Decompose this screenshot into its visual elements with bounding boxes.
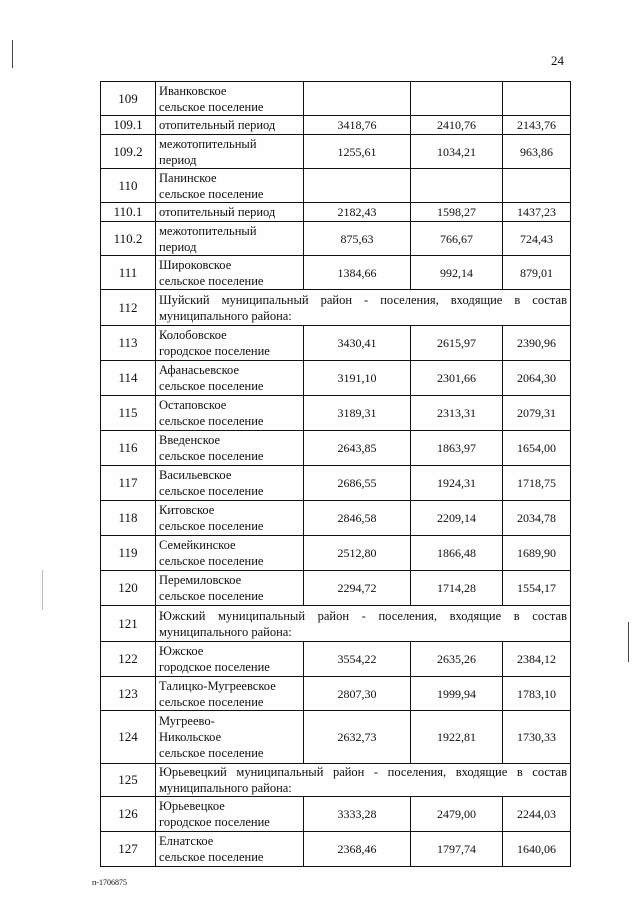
settlement-name-line: сельское поселение xyxy=(159,519,264,533)
value-cell-3: 879,01 xyxy=(503,256,571,290)
settlement-name xyxy=(156,116,304,135)
value-cell-3: 2143,76 xyxy=(503,116,571,135)
settlement-name-line: отопительный период xyxy=(159,118,276,132)
value-cell-1: 2294,72 xyxy=(304,571,411,606)
settlement-name-line: сельское поселение xyxy=(159,379,264,393)
value-cell-3: 2390,96 xyxy=(503,326,571,361)
value-cell-1: 1255,61 xyxy=(304,135,411,169)
value-cell-1: 3554,22 xyxy=(304,642,411,677)
settlement-name-line: Семейкинское xyxy=(159,538,236,552)
table-row xyxy=(101,431,571,466)
value-cell-3: 1640,06 xyxy=(503,832,571,867)
settlement-name-line: сельское поселение xyxy=(159,589,264,603)
settlement-name-line: межотопительный xyxy=(159,136,257,151)
settlement-name-line: сельское поселение xyxy=(159,273,264,288)
settlement-name xyxy=(156,711,304,764)
settlement-name-line: Панинское xyxy=(159,170,217,185)
value-cell-1 xyxy=(304,169,411,203)
row-number: 112 xyxy=(101,290,156,326)
value-cell-2: 1999,94 xyxy=(411,677,503,711)
value-cell-3: 2064,30 xyxy=(503,361,571,396)
value-cell-2: 2209,14 xyxy=(411,501,503,536)
settlement-name-line: Талицко-Мугреевское xyxy=(159,678,276,693)
value-cell-3: 1437,23 xyxy=(503,203,571,222)
settlement-name xyxy=(156,396,304,431)
value-cell-3 xyxy=(503,82,571,116)
settlement-name xyxy=(156,571,304,606)
value-cell-3: 2079,31 xyxy=(503,396,571,431)
settlement-name xyxy=(156,832,304,867)
value-cell-1 xyxy=(304,82,411,116)
settlement-name-line: Китовское xyxy=(159,503,215,517)
settlement-name-line: Южское xyxy=(159,644,204,658)
settlement-name-line: Колобовское xyxy=(159,328,227,342)
settlement-name-line: Юрьевецкое xyxy=(159,799,225,813)
row-number: 115 xyxy=(101,396,156,431)
row-number: 118 xyxy=(101,501,156,536)
settlement-name-line: отопительный период xyxy=(159,205,276,219)
table-row xyxy=(101,642,571,677)
row-number: 117 xyxy=(101,466,156,501)
district-heading: Южский муниципальный район - поселения, входящие в состав муниципального района: xyxy=(156,606,571,642)
value-cell-2: 1924,31 xyxy=(411,466,503,501)
value-cell-1: 2846,58 xyxy=(304,501,411,536)
row-number: 125 xyxy=(101,764,156,797)
value-cell-2: 1598,27 xyxy=(411,203,503,222)
settlement-name-line: городское поселение xyxy=(159,344,270,358)
value-cell-2: 992,14 xyxy=(411,256,503,290)
row-number: 122 xyxy=(101,642,156,677)
row-number: 109 xyxy=(101,82,156,116)
settlement-name xyxy=(156,536,304,571)
scan-mark-mid xyxy=(42,570,43,610)
settlement-name-line: период xyxy=(159,152,197,167)
settlement-name-line: сельское поселение xyxy=(159,414,264,428)
page-number: 24 xyxy=(551,53,564,68)
settlement-name-line: сельское поселение xyxy=(159,746,264,760)
value-cell-3: 724,43 xyxy=(503,222,571,256)
table-row xyxy=(101,222,571,256)
settlement-name-line: Мугреево- xyxy=(159,714,215,728)
row-number: 111 xyxy=(101,256,156,290)
settlement-name xyxy=(156,222,304,256)
row-number: 120 xyxy=(101,571,156,606)
value-cell-2: 2301,66 xyxy=(411,361,503,396)
scan-mark-right xyxy=(628,622,629,662)
value-cell-2: 2615,97 xyxy=(411,326,503,361)
value-cell-3: 2384,12 xyxy=(503,642,571,677)
district-heading: Шуйский муниципальный район - поселения, входящие в состав муниципального района: xyxy=(156,290,571,326)
table-row xyxy=(101,797,571,832)
settlement-name-line: Васильевское xyxy=(159,468,232,482)
table-row xyxy=(101,832,571,867)
settlement-name-line: сельское поселение xyxy=(159,99,264,114)
table-row xyxy=(101,290,571,326)
table-row xyxy=(101,116,571,135)
settlement-name xyxy=(156,642,304,677)
table-row xyxy=(101,711,571,764)
value-cell-2: 1797,74 xyxy=(411,832,503,867)
value-cell-2: 766,67 xyxy=(411,222,503,256)
settlement-name-line: Остаповское xyxy=(159,398,227,412)
table-row xyxy=(101,571,571,606)
settlement-name-line: городское поселение xyxy=(159,660,270,674)
row-number: 121 xyxy=(101,606,156,642)
value-cell-1: 1384,66 xyxy=(304,256,411,290)
value-cell-1: 3418,76 xyxy=(304,116,411,135)
settlement-name xyxy=(156,203,304,222)
value-cell-3: 1654,00 xyxy=(503,431,571,466)
settlement-name xyxy=(156,797,304,832)
value-cell-2: 2635,26 xyxy=(411,642,503,677)
settlement-name xyxy=(156,501,304,536)
value-cell-2: 1034,21 xyxy=(411,135,503,169)
row-number: 116 xyxy=(101,431,156,466)
settlement-name xyxy=(156,326,304,361)
settlement-name-line: Никольское xyxy=(159,730,222,744)
settlement-name-line: Перемиловское xyxy=(159,573,242,587)
value-cell-1: 2686,55 xyxy=(304,466,411,501)
value-cell-3: 2244,03 xyxy=(503,797,571,832)
district-heading: Юрьевецкий муниципальный район - поселения, входящие в состав муниципального района: xyxy=(156,764,571,797)
settlement-name-line: сельское поселение xyxy=(159,449,264,463)
table-row xyxy=(101,256,571,290)
footer-code: п-1706875 xyxy=(92,878,127,887)
row-number: 109.1 xyxy=(101,116,156,135)
scan-mark-left xyxy=(12,40,13,68)
row-number: 123 xyxy=(101,677,156,711)
row-number: 110 xyxy=(101,169,156,203)
table-row xyxy=(101,169,571,203)
row-number: 127 xyxy=(101,832,156,867)
value-cell-3: 1689,90 xyxy=(503,536,571,571)
row-number: 109.2 xyxy=(101,135,156,169)
settlement-name xyxy=(156,135,304,169)
row-number: 110.1 xyxy=(101,203,156,222)
settlement-name xyxy=(156,169,304,203)
settlement-name xyxy=(156,256,304,290)
table-row xyxy=(101,326,571,361)
settlements-table xyxy=(100,81,571,867)
table-row xyxy=(101,501,571,536)
settlement-name-line: период xyxy=(159,239,197,254)
row-number: 114 xyxy=(101,361,156,396)
value-cell-2: 1866,48 xyxy=(411,536,503,571)
value-cell-1: 2643,85 xyxy=(304,431,411,466)
value-cell-1: 2368,46 xyxy=(304,832,411,867)
value-cell-1: 3430,41 xyxy=(304,326,411,361)
value-cell-2: 2410,76 xyxy=(411,116,503,135)
table-row xyxy=(101,135,571,169)
settlement-name-line: сельское поселение xyxy=(159,694,264,709)
value-cell-2: 2313,31 xyxy=(411,396,503,431)
value-cell-1: 3191,10 xyxy=(304,361,411,396)
value-cell-3: 1554,17 xyxy=(503,571,571,606)
row-number: 124 xyxy=(101,711,156,764)
table-row xyxy=(101,606,571,642)
row-number: 119 xyxy=(101,536,156,571)
settlement-name-line: сельское поселение xyxy=(159,554,264,568)
settlement-name-line: межотопительный xyxy=(159,223,257,238)
value-cell-1: 3189,31 xyxy=(304,396,411,431)
row-number: 126 xyxy=(101,797,156,832)
value-cell-3 xyxy=(503,169,571,203)
settlement-name-line: Широковское xyxy=(159,257,232,272)
value-cell-2 xyxy=(411,82,503,116)
value-cell-2: 2479,00 xyxy=(411,797,503,832)
value-cell-1: 2512,80 xyxy=(304,536,411,571)
row-number: 110.2 xyxy=(101,222,156,256)
settlement-name xyxy=(156,677,304,711)
settlement-name xyxy=(156,466,304,501)
value-cell-1: 2807,30 xyxy=(304,677,411,711)
value-cell-3: 1783,10 xyxy=(503,677,571,711)
table-body xyxy=(101,82,571,867)
settlement-name xyxy=(156,431,304,466)
value-cell-1: 875,63 xyxy=(304,222,411,256)
table-row xyxy=(101,82,571,116)
table-row xyxy=(101,536,571,571)
value-cell-2 xyxy=(411,169,503,203)
value-cell-1: 2182,43 xyxy=(304,203,411,222)
value-cell-1: 2632,73 xyxy=(304,711,411,764)
settlement-name-line: Афанасьевское xyxy=(159,363,239,377)
row-number: 113 xyxy=(101,326,156,361)
settlement-name-line: сельское поселение xyxy=(159,850,264,864)
value-cell-3: 1730,33 xyxy=(503,711,571,764)
value-cell-2: 1714,28 xyxy=(411,571,503,606)
table-row xyxy=(101,764,571,797)
settlement-name-line: сельское поселение xyxy=(159,186,264,201)
value-cell-1: 3333,28 xyxy=(304,797,411,832)
settlement-name-line: Елнатское xyxy=(159,834,214,848)
settlement-name xyxy=(156,361,304,396)
value-cell-3: 1718,75 xyxy=(503,466,571,501)
value-cell-3: 963,86 xyxy=(503,135,571,169)
settlement-name-line: Иванковское xyxy=(159,83,227,98)
settlement-name-line: городское поселение xyxy=(159,815,270,829)
settlement-name-line: сельское поселение xyxy=(159,484,264,498)
value-cell-3: 2034,78 xyxy=(503,501,571,536)
settlement-name-line: Введенское xyxy=(159,433,221,447)
table-row xyxy=(101,361,571,396)
table-row xyxy=(101,466,571,501)
table-row xyxy=(101,677,571,711)
settlement-name xyxy=(156,82,304,116)
table-row xyxy=(101,396,571,431)
table-row xyxy=(101,203,571,222)
value-cell-2: 1863,97 xyxy=(411,431,503,466)
value-cell-2: 1922,81 xyxy=(411,711,503,764)
